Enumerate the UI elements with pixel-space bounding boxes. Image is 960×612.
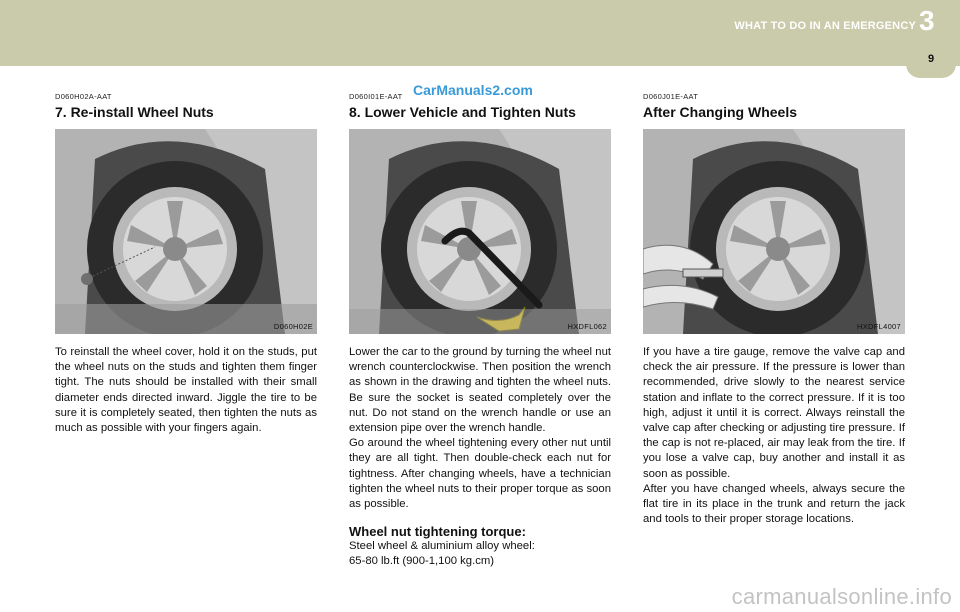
torque-spec	[349, 539, 611, 569]
section-code: D060H02A-AAT	[55, 92, 112, 101]
paragraph: After you have changed wheels, always secure the flat tire in its place in the trunk and return the jack and tools to their proper storage locations.	[643, 482, 905, 526]
section-heading: 7. Re-install Wheel Nuts	[55, 104, 214, 120]
paragraph: Lower the car to the ground by turning the wheel nut wrench counterclockwise. Then position the wrench as shown in the drawing and tighten the wheel nuts. Be sure the socket is seated completely over the nut. Do not stand on the wrench handle or use an extension pipe over the wrench handle.	[349, 346, 611, 435]
paragraph: If you have a tire gauge, remove the valve cap and check the air pressure. If the pressure is lower than recommended, drive slowly to the nearest service station and inflate to the correct pressure. If it is too high, adjust it until it is correct. Always reinstall the valve cap after checking or adjusting tire pressure. If the cap is not re-placed, air may leak from the tire. If you lose a valve cap, buy another and install it as soon as possible.	[643, 346, 905, 480]
section-heading: 8. Lower Vehicle and Tighten Nuts	[349, 104, 576, 120]
paragraph: To reinstall the wheel cover, hold it on the studs, put the wheel nuts on the studs and tighten them finger tight. The nuts should be installed with their small diameter ends directed inward. Jiggle the tire to be sure it is completely seated, then tighten the nuts as much as possible with your fingers again.	[55, 346, 317, 435]
section-heading: After Changing Wheels	[643, 104, 798, 120]
spec-line: 65-80 lb.ft (900-1,100 kg.cm)	[349, 555, 495, 568]
section-lower-vehicle	[349, 92, 611, 570]
page-number: 9	[927, 53, 935, 65]
section-reinstall-wheel-nuts	[55, 92, 317, 436]
torque-heading: Wheel nut tightening torque:	[349, 524, 526, 540]
section-code: D060J01E-AAT	[643, 92, 699, 101]
section-body	[55, 345, 317, 436]
tire-gauge-illustration	[643, 129, 905, 334]
section-body	[349, 345, 611, 512]
section-after-changing	[643, 92, 905, 527]
wheel-nuts-photo	[55, 129, 317, 334]
lower-vehicle-photo	[349, 129, 611, 334]
chapter-number: 3	[919, 5, 935, 36]
chapter-title: WHAT TO DO IN AN EMERGENCY	[734, 20, 916, 32]
watermark-bottom: carmanualsonline.info	[731, 584, 952, 609]
image-code: HXDFL4007	[857, 322, 901, 331]
section-code: D060I01E-AAT	[349, 92, 403, 101]
spec-line: Steel wheel & aluminium alloy wheel:	[349, 540, 535, 553]
image-code: HXDFL062	[567, 322, 607, 331]
image-code: D060H02E	[273, 322, 313, 331]
wrench-illustration	[349, 129, 611, 334]
tire-gauge-photo	[643, 129, 905, 334]
watermark-top: CarManuals2.com	[413, 82, 533, 98]
section-body	[643, 345, 905, 527]
header-band	[0, 0, 960, 66]
wheel-illustration	[55, 129, 317, 334]
paragraph: Go around the wheel tightening every other nut until they are all tight. Then double-check each nut for tightness. After changing wheels, have a technician tighten the wheel nuts to their proper torque as soon as possible.	[349, 437, 611, 511]
